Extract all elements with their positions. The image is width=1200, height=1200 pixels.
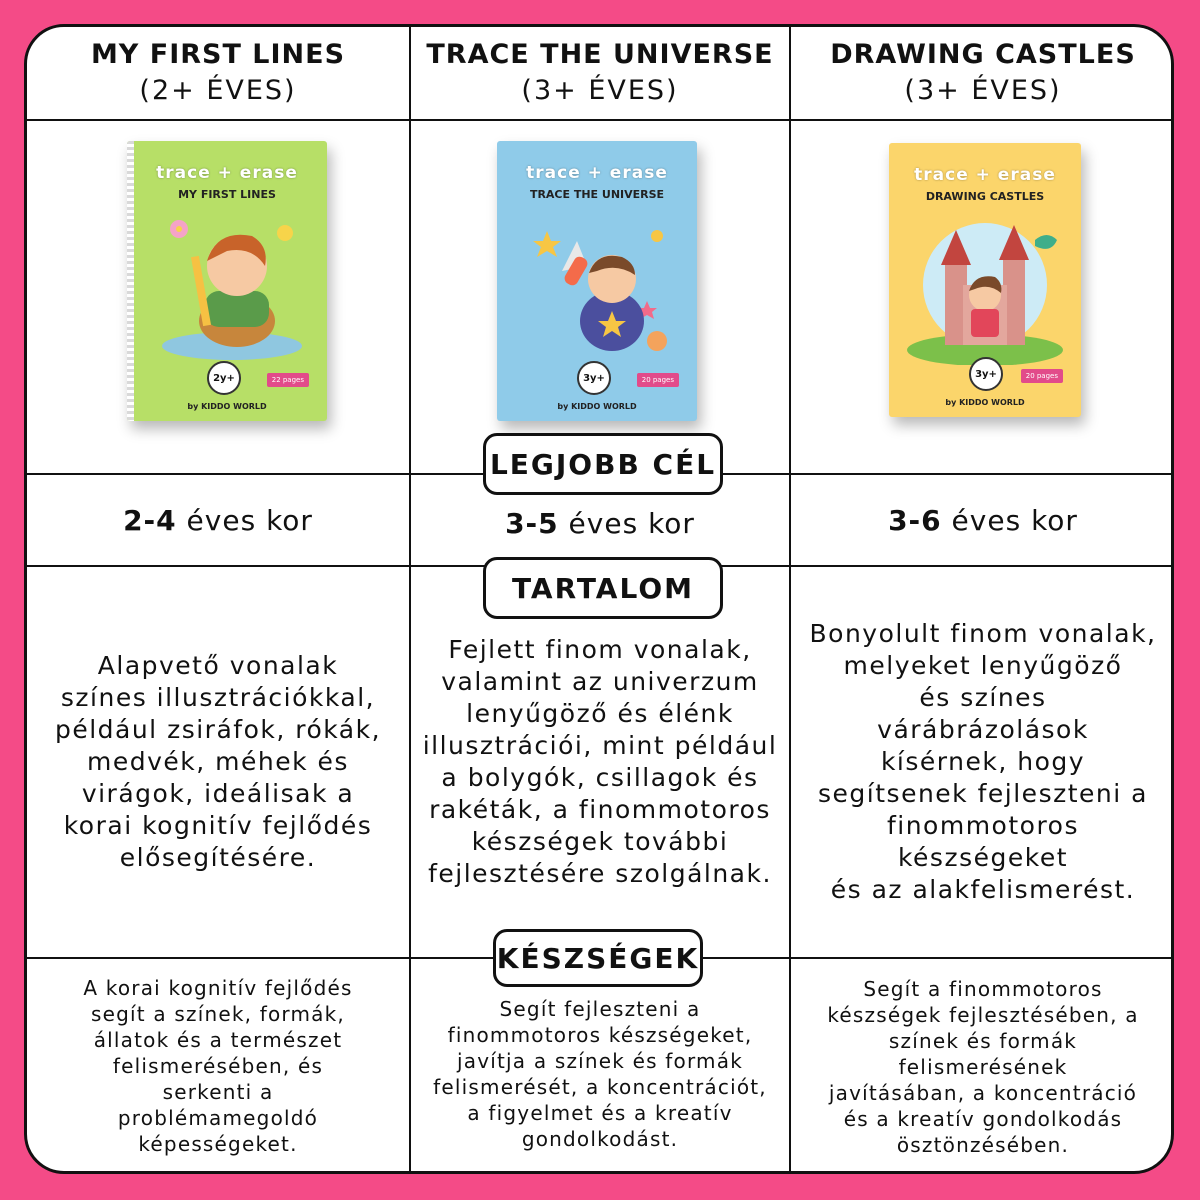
age-range: 2-4 bbox=[123, 503, 177, 537]
cover-title: MY FIRST LINES bbox=[178, 188, 276, 201]
best-age bbox=[123, 504, 313, 537]
row-divider bbox=[27, 119, 1171, 121]
skills-cell bbox=[791, 967, 1174, 1167]
skills-description: A korai kognitív fejlődés segít a színek, formák, állatok és a természet felismerésében, és serkenti a problémamegoldó képességeket. bbox=[83, 976, 353, 1156]
content-description: Fejlett finom vonalak, valamint az univerzum lenyűgöző és élénk illusztrációi, mint például a bolygók, csillagok és rakéták, a finommotoros készségek további fejlesztésére szolgálnak. bbox=[422, 635, 778, 888]
page-count: 22 pages bbox=[267, 373, 309, 387]
book-cover-drawing-castles bbox=[889, 143, 1081, 417]
column-header bbox=[27, 27, 409, 119]
book-title: MY FIRST LINES bbox=[90, 39, 346, 70]
age-label: (2+ ÉVES) bbox=[139, 75, 297, 106]
age-suffix: éves kor bbox=[558, 506, 695, 540]
astronaut-illustration bbox=[517, 211, 677, 361]
page-count: 20 pages bbox=[1021, 369, 1063, 383]
content-cell bbox=[27, 567, 409, 957]
best-age-cell bbox=[791, 475, 1174, 565]
publisher-logo: by KIDDO WORLD bbox=[557, 402, 637, 411]
content-description: Bonyolult finom vonalak, melyeket lenyűgöző és színes várábrázolások kísérnek, hogy segítsenek fejleszteni a finommotoros készségeket és az alakfelismerést. bbox=[809, 619, 1157, 904]
section-label-content: TARTALOM bbox=[483, 557, 723, 619]
column-header bbox=[411, 27, 789, 119]
age-badge: 3y+ bbox=[969, 357, 1003, 391]
publisher-logo: by KIDDO WORLD bbox=[945, 398, 1025, 407]
content-cell bbox=[791, 617, 1174, 907]
best-age bbox=[505, 507, 695, 540]
age-label: (3+ ÉVES) bbox=[521, 75, 679, 106]
book-cover-trace-the-universe bbox=[497, 141, 697, 421]
book-cover-my-first-lines bbox=[127, 141, 327, 421]
castle-illustration bbox=[905, 205, 1065, 365]
skills-description: Segít fejleszteni a finommotoros készségeket, javítja a színek és formák felismerését, a koncentrációt, a figyelmet és a kreatív gondolkodást. bbox=[433, 997, 767, 1151]
skills-description: Segít a finommotoros készségek fejlesztésében, a színek és formák felismerésének javításában, a koncentráció és a kreatív gondolkodás ösztönzésében. bbox=[827, 977, 1139, 1157]
age-badge: 2y+ bbox=[207, 361, 241, 395]
series-logo: trace + erase bbox=[156, 163, 298, 183]
series-logo: trace + erase bbox=[914, 165, 1056, 185]
book-title: DRAWING CASTLES bbox=[830, 39, 1136, 70]
cover-title: DRAWING CASTLES bbox=[925, 190, 1045, 203]
age-range: 3-6 bbox=[888, 503, 942, 537]
section-label-best-for: LEGJOBB CÉL bbox=[483, 433, 723, 495]
age-range: 3-5 bbox=[505, 506, 559, 540]
best-age-cell bbox=[27, 475, 409, 565]
skills-cell bbox=[411, 989, 789, 1159]
best-age bbox=[888, 504, 1078, 537]
content-cell bbox=[411, 627, 789, 897]
skills-cell bbox=[27, 961, 409, 1171]
child-illustration bbox=[157, 211, 307, 361]
series-logo: trace + erase bbox=[526, 163, 668, 183]
spiral-binding bbox=[127, 141, 134, 421]
page-count: 20 pages bbox=[637, 373, 679, 387]
cover-title: TRACE THE UNIVERSE bbox=[529, 188, 665, 201]
column-header bbox=[791, 27, 1174, 119]
section-label-skills: KÉSZSÉGEK bbox=[493, 929, 703, 987]
age-suffix: éves kor bbox=[941, 503, 1078, 537]
age-suffix: éves kor bbox=[176, 503, 313, 537]
age-badge: 3y+ bbox=[577, 361, 611, 395]
comparison-card bbox=[24, 24, 1174, 1174]
publisher-logo: by KIDDO WORLD bbox=[187, 402, 267, 411]
age-label: (3+ ÉVES) bbox=[904, 75, 1062, 106]
content-description: Alapvető vonalak színes illusztrációkkal, például zsiráfok, rókák, medvék, méhek és virágok, ideálisak a korai kognitív fejlődés elősegítésére. bbox=[54, 651, 382, 872]
book-title: TRACE THE UNIVERSE bbox=[426, 39, 774, 70]
